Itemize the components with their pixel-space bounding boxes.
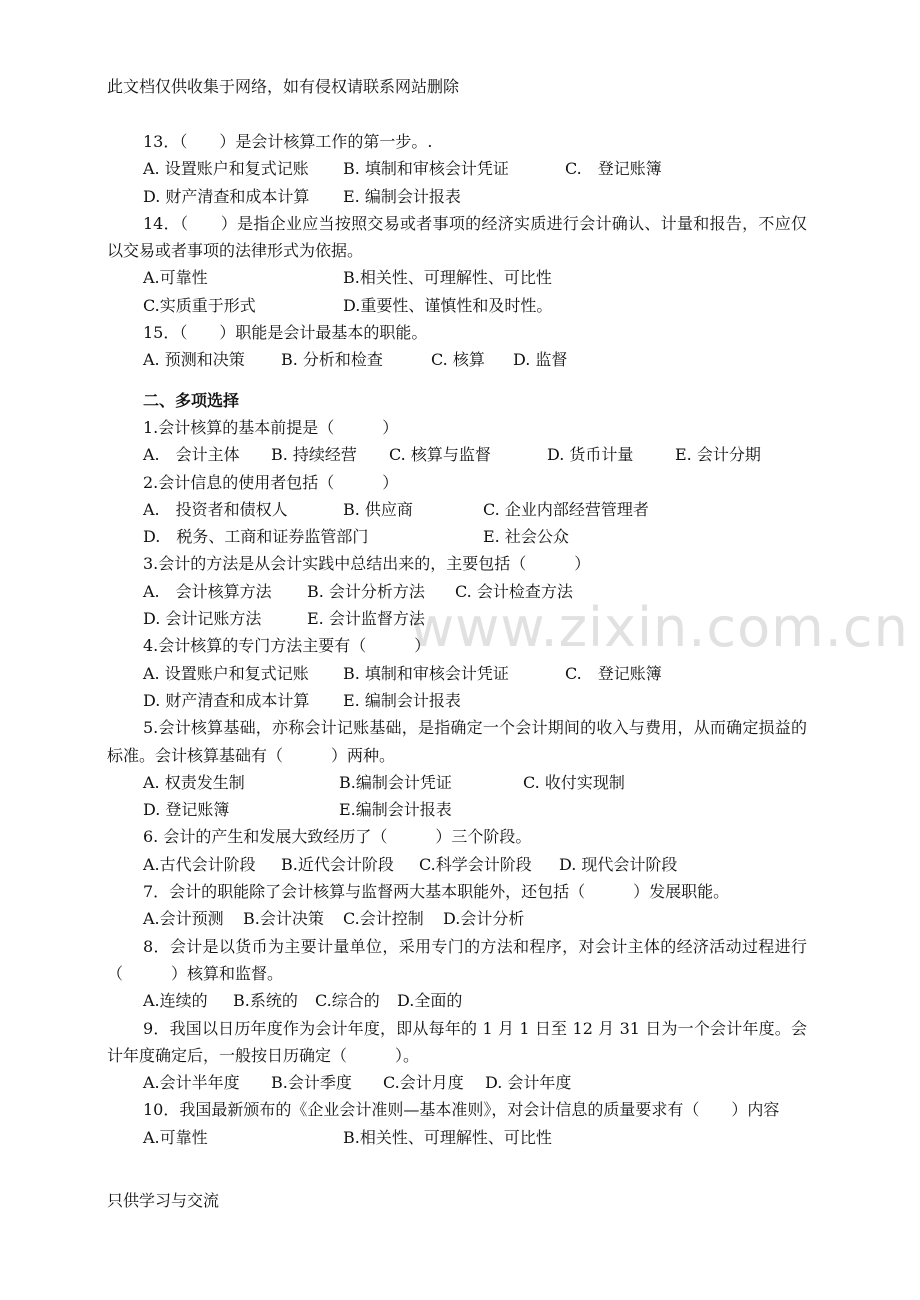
mc-question-3-stem: 3.会计的方法是从会计实践中总结出来的，主要包括（ ） — [143, 554, 591, 574]
option: A. 投资者和债权人 — [143, 499, 288, 519]
question-15-options-row-1 — [107, 346, 807, 373]
mc-question-3-options-row-2 — [107, 605, 807, 632]
mc-question-9-stem: 9．我国以日历年度作为会计年度，即从每年的 1 月 1 日至 12 月 31 日为一个会计年度。会计年度确定后，一般按日历确定（ ）。 — [107, 1018, 807, 1065]
mc-question-10-stem: 10．我国最新颁布的《企业会计准则—基本准则》，对会计信息的质量要求有（ ）内容 — [143, 1100, 780, 1120]
option: D. 登记账簿 — [143, 800, 230, 820]
option: B.会计季度 — [271, 1073, 352, 1093]
option: B. 供应商 — [343, 499, 413, 519]
option: A. 权责发生制 — [143, 772, 245, 792]
mc-question-10-options — [107, 1124, 807, 1151]
option: D. 财产清查和成本计算 — [143, 690, 310, 710]
mc-question-7-stem: 7．会计的职能除了会计核算与监督两大基本职能外，还包括（ ）发展职能。 — [143, 882, 730, 902]
document-body — [107, 128, 807, 1151]
mc-question-4-options-row-2 — [107, 687, 807, 714]
option: C. 登记账簿 — [565, 159, 662, 179]
mc-question-1-stem: 1.会计核算的基本前提是（ ） — [143, 417, 399, 437]
mc-question-2-options-row-2 — [107, 523, 807, 550]
option: C.会计控制 — [343, 909, 424, 929]
option: A.连续的 — [143, 991, 208, 1011]
option: D. 监督 — [513, 350, 568, 370]
mc-question-9-options — [107, 1069, 807, 1096]
option: E. 社会公众 — [483, 527, 569, 547]
option: B. 持续经营 — [271, 445, 357, 465]
section-title-multiple-choice: 二、多项选择 — [143, 390, 240, 410]
option: C.综合的 — [315, 991, 380, 1011]
mc-question-8-options — [107, 987, 807, 1014]
option: A.古代会计阶段 — [143, 854, 256, 874]
option: A.会计预测 — [143, 909, 224, 929]
question-13-options-row-1 — [107, 155, 807, 182]
option: A. 会计主体 — [143, 445, 240, 465]
option: E. 编制会计报表 — [343, 690, 461, 710]
option: B. 分析和检查 — [281, 350, 383, 370]
mc-question-5-stem: 5.会计核算基础，亦称会计记账基础，是指确定一个会计期间的收入与费用，从而确定损益的标准。会计核算基础有（ ）两种。 — [107, 718, 807, 765]
option: B.相关性、可理解性、可比性 — [343, 268, 552, 288]
mc-question-4-stem: 4.会计核算的专门方法主要有（ ） — [143, 636, 431, 656]
mc-question-1-options — [107, 441, 807, 468]
option: D.会计分析 — [443, 909, 525, 929]
option: A. 预测和决策 — [143, 350, 245, 370]
mc-question-8-stem: 8．会计是以货币为主要计量单位，采用专门的方法和程序，对会计主体的经济活动过程进行（ ）核算和监督。 — [107, 936, 807, 983]
mc-question-2-options-row-1 — [107, 496, 807, 523]
option: A. 设置账户和复式记账 — [143, 159, 309, 179]
option: E. 会计监督方法 — [307, 609, 425, 629]
option: E. 编制会计报表 — [343, 186, 461, 206]
mc-question-5-options-row-2 — [107, 796, 807, 823]
option: B. 填制和审核会计凭证 — [343, 663, 509, 683]
option: A. 设置账户和复式记账 — [143, 663, 309, 683]
question-14-options-row-1 — [107, 264, 807, 291]
option: B.系统的 — [233, 991, 298, 1011]
question-15-stem: 15．（ ）职能是会计最基本的职能。 — [143, 323, 428, 343]
mc-question-7-options — [107, 905, 807, 932]
option: B.会计决策 — [243, 909, 324, 929]
mc-question-5-options-row-1 — [107, 769, 807, 796]
option: D.全面的 — [397, 991, 463, 1011]
option: B.近代会计阶段 — [281, 854, 394, 874]
option: A.可靠性 — [143, 268, 208, 288]
option: C. 会计检查方法 — [455, 581, 573, 601]
option: C. 企业内部经营管理者 — [483, 499, 649, 519]
option: A. 会计核算方法 — [143, 581, 272, 601]
option: C.会计月度 — [383, 1073, 464, 1093]
option: E.编制会计报表 — [339, 800, 452, 820]
option: C. 核算 — [431, 350, 485, 370]
option: E. 会计分期 — [675, 445, 761, 465]
page-footer: 只供学习与交流 — [107, 1191, 220, 1210]
mc-question-2-stem: 2.会计信息的使用者包括（ ） — [143, 472, 399, 492]
option: C.科学会计阶段 — [419, 854, 532, 874]
option: D. 会计年度 — [485, 1073, 572, 1093]
question-14-options-row-2 — [107, 292, 807, 319]
option: D. 会计记账方法 — [143, 609, 262, 629]
watermark: www.zixin.com.cn — [410, 596, 909, 659]
option: A.会计半年度 — [143, 1073, 240, 1093]
option: C. 登记账簿 — [565, 663, 662, 683]
option: D. 货币计量 — [547, 445, 634, 465]
option: D. 现代会计阶段 — [559, 854, 678, 874]
question-14-stem: 14．（ ）是指企业应当按照交易或者事项的经济实质进行会计确认、计量和报告，不应仅以交易或者事项的法律形式为依据。 — [107, 213, 807, 261]
mc-question-6-options — [107, 851, 807, 878]
mc-question-3-options-row-1 — [107, 578, 807, 605]
option: C. 收付实现制 — [523, 772, 625, 792]
page-header: 此文档仅供收集于网络，如有侵权请联系网站删除 — [107, 77, 460, 96]
question-13-stem: 13．（ ）是会计核算工作的第一步。. — [143, 132, 433, 151]
option: B.编制会计凭证 — [339, 772, 452, 792]
option: B. 填制和审核会计凭证 — [343, 159, 509, 179]
option: B.相关性、可理解性、可比性 — [343, 1127, 552, 1147]
option: D. 财产清查和成本计算 — [143, 186, 310, 206]
question-13-options-row-2 — [107, 183, 807, 210]
option: D.重要性、谨慎性和及时性。 — [343, 295, 553, 315]
option: C. 核算与监督 — [389, 445, 491, 465]
option: C.实质重于形式 — [143, 295, 256, 315]
mc-question-6-stem: 6. 会计的产生和发展大致经历了（ ）三个阶段。 — [143, 827, 532, 847]
mc-question-4-options-row-1 — [107, 660, 807, 687]
option: B. 会计分析方法 — [307, 581, 425, 601]
option: D. 税务、工商和证券监管部门 — [143, 527, 369, 547]
option: A.可靠性 — [143, 1127, 208, 1147]
